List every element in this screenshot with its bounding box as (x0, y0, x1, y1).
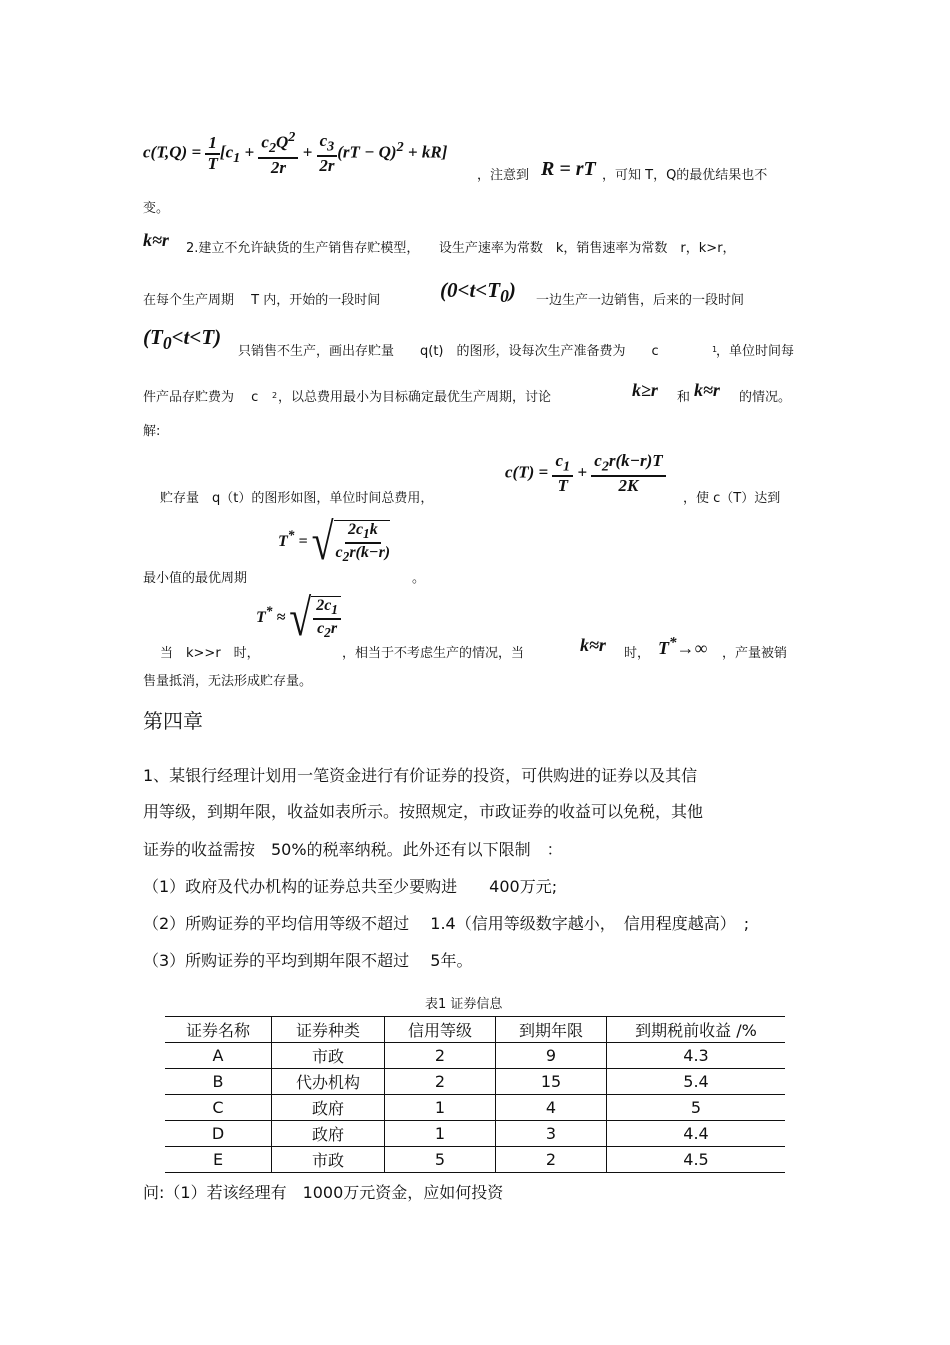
formula-optimal-period: T* = √ $\frac{2c_1k}{c_2r(k-r)}$ (278, 512, 391, 571)
cell: B (165, 1069, 272, 1095)
solution-line-3b: ，相当于不考虑生产的情况，当 (342, 646, 525, 661)
solution-line-1b: ，使 c（T）达到 (683, 491, 781, 506)
constraint-3: （3）所购证券的平均到期年限不超过 5年。 (143, 951, 473, 970)
cell: 9 (496, 1043, 607, 1069)
cell: 代办机构 (272, 1069, 385, 1095)
table-row (165, 1043, 785, 1069)
paragraph-line-3: 证券的收益需按 50%的税率纳税。此外还有以下限制 ： (143, 840, 563, 859)
cell: 市政 (272, 1043, 385, 1069)
formula-k-ge-r: k≥r (632, 380, 658, 400)
table-header-row (165, 1017, 785, 1043)
formula-k-approx-r: k≈r (143, 230, 169, 250)
cell: 1 (385, 1121, 496, 1147)
cell: 4 (496, 1095, 607, 1121)
cost-formula-cTQ: c(T,Q) = $\frac{1}{T}$ [$c_1$ + $\frac{c_2Q^2}{2r}$ + $\frac{c_3}{2r}$ (rT − Q)$^2$ + kR] (143, 129, 448, 177)
cell: 5 (385, 1147, 496, 1173)
solution-line-3d: ，产量被销 (722, 646, 788, 661)
cell: 2 (385, 1069, 496, 1095)
problem-2-line-3b: ，单位时间每 (716, 344, 795, 359)
cell: 2 (385, 1043, 496, 1069)
cell: 5.4 (607, 1069, 786, 1095)
formula-interval-sales: $(T_0<t<T)$ (143, 325, 222, 354)
cell: 3 (496, 1121, 607, 1147)
solution-line-3a: 当 k>>r 时， (160, 646, 260, 661)
cell: D (165, 1121, 272, 1147)
header-credit: 信用等级 (385, 1017, 496, 1043)
formula-total-cost-cT: c(T) = $\frac{c_1}{T}$ + $\frac{c_2r(k-r)T}{2K}$ (505, 452, 666, 496)
paragraph-line-2: 用等级，到期年限，收益如表所示。按照规定，市政证券的收益可以免税，其他 (143, 802, 704, 821)
cell: 2 (496, 1147, 607, 1173)
problem-2-line-1: 2.建立不允许缺货的生产销售存贮模型， 设生产速率为常数 k，销售速率为常数 r，k>r， (186, 241, 736, 256)
table-caption: 表1 证券信息 (425, 997, 503, 1012)
cell: 4.4 (607, 1121, 786, 1147)
question-text: 问:（1）若该经理有 1000万元资金，应如何投资 (143, 1183, 504, 1202)
solution-line-2a: 最小值的最优周期 (143, 571, 248, 586)
solution-line-2b: 。 (412, 571, 426, 586)
cell: 1 (385, 1095, 496, 1121)
solution-line-1a: 贮存量 q（t）的图形如图，单位时间总费用， (160, 491, 434, 506)
header-maturity: 到期年限 (496, 1017, 607, 1043)
table-row (165, 1147, 785, 1173)
table-row (165, 1095, 785, 1121)
solution-label: 解: (143, 424, 161, 439)
paragraph-line-1: 1、某银行经理计划用一笔资金进行有价证券的投资，可供购进的证券以及其信 (143, 766, 698, 785)
formula-k-approx-r-2: k≈r (694, 380, 720, 400)
solution-line-4: 售量抵消，无法形成贮存量。 (143, 674, 313, 689)
problem-2-line-4b: ，以总费用最小为目标确定最优生产周期，讨论 (278, 390, 552, 405)
cell: 市政 (272, 1147, 385, 1173)
problem-2-line-2b: 一边生产一边销售，后来的一段时间 (536, 293, 745, 308)
header-type: 证券种类 (272, 1017, 385, 1043)
solution-line-3c: 时， (624, 646, 651, 661)
cell: C (165, 1095, 272, 1121)
cell: 4.3 (607, 1043, 786, 1069)
cell: 4.5 (607, 1147, 786, 1173)
cell: 5 (607, 1095, 786, 1121)
table-row (165, 1069, 785, 1095)
note-text-3: 变。 (143, 201, 170, 216)
cell: A (165, 1043, 272, 1069)
header-yield: 到期税前收益 /% (607, 1017, 786, 1043)
formula-limit-period: T* ≈ √ $\frac{2c_1}{c_2r}$ (256, 596, 341, 641)
problem-2-line-2a: 在每个生产周期 T 内，开始的一段时间 (143, 293, 381, 308)
note-text-1: ，注意到 (477, 168, 530, 183)
formula-k-approx-r-3: k≈r (580, 635, 606, 655)
problem-2-line-4c: 和 (677, 390, 691, 405)
subscript-1: 1 (712, 345, 718, 354)
chapter-title: 第四章 (143, 709, 203, 733)
header-name: 证券名称 (165, 1017, 272, 1043)
problem-2-line-3a: 只销售不生产，画出存贮量 q(t) 的图形，设每次生产准备费为 c (238, 344, 659, 359)
problem-2-line-4a: 件产品存贮费为 c (143, 390, 259, 405)
table-row (165, 1121, 785, 1147)
cell: 15 (496, 1069, 607, 1095)
problem-2-line-4d: 的情况。 (739, 390, 792, 405)
cell: 政府 (272, 1095, 385, 1121)
securities-table (165, 1016, 785, 1173)
constraint-2: （2）所购证券的平均信用等级不超过 1.4（信用等级数字越小， 信用程度越高） ; (143, 914, 750, 933)
cell: E (165, 1147, 272, 1173)
formula-R-equals-rT: R = rT (541, 158, 596, 180)
cell: 政府 (272, 1121, 385, 1147)
constraint-1: （1）政府及代办机构的证券总共至少要购进 400万元; (143, 877, 558, 896)
formula-interval-production: $(0<t<T_0)$ (440, 278, 516, 307)
subscript-2: 2 (272, 391, 278, 400)
note-text-2: ，可知 T，Q的最优结果也不 (602, 168, 768, 183)
formula-T-to-infinity: T*→∞ (658, 635, 708, 658)
